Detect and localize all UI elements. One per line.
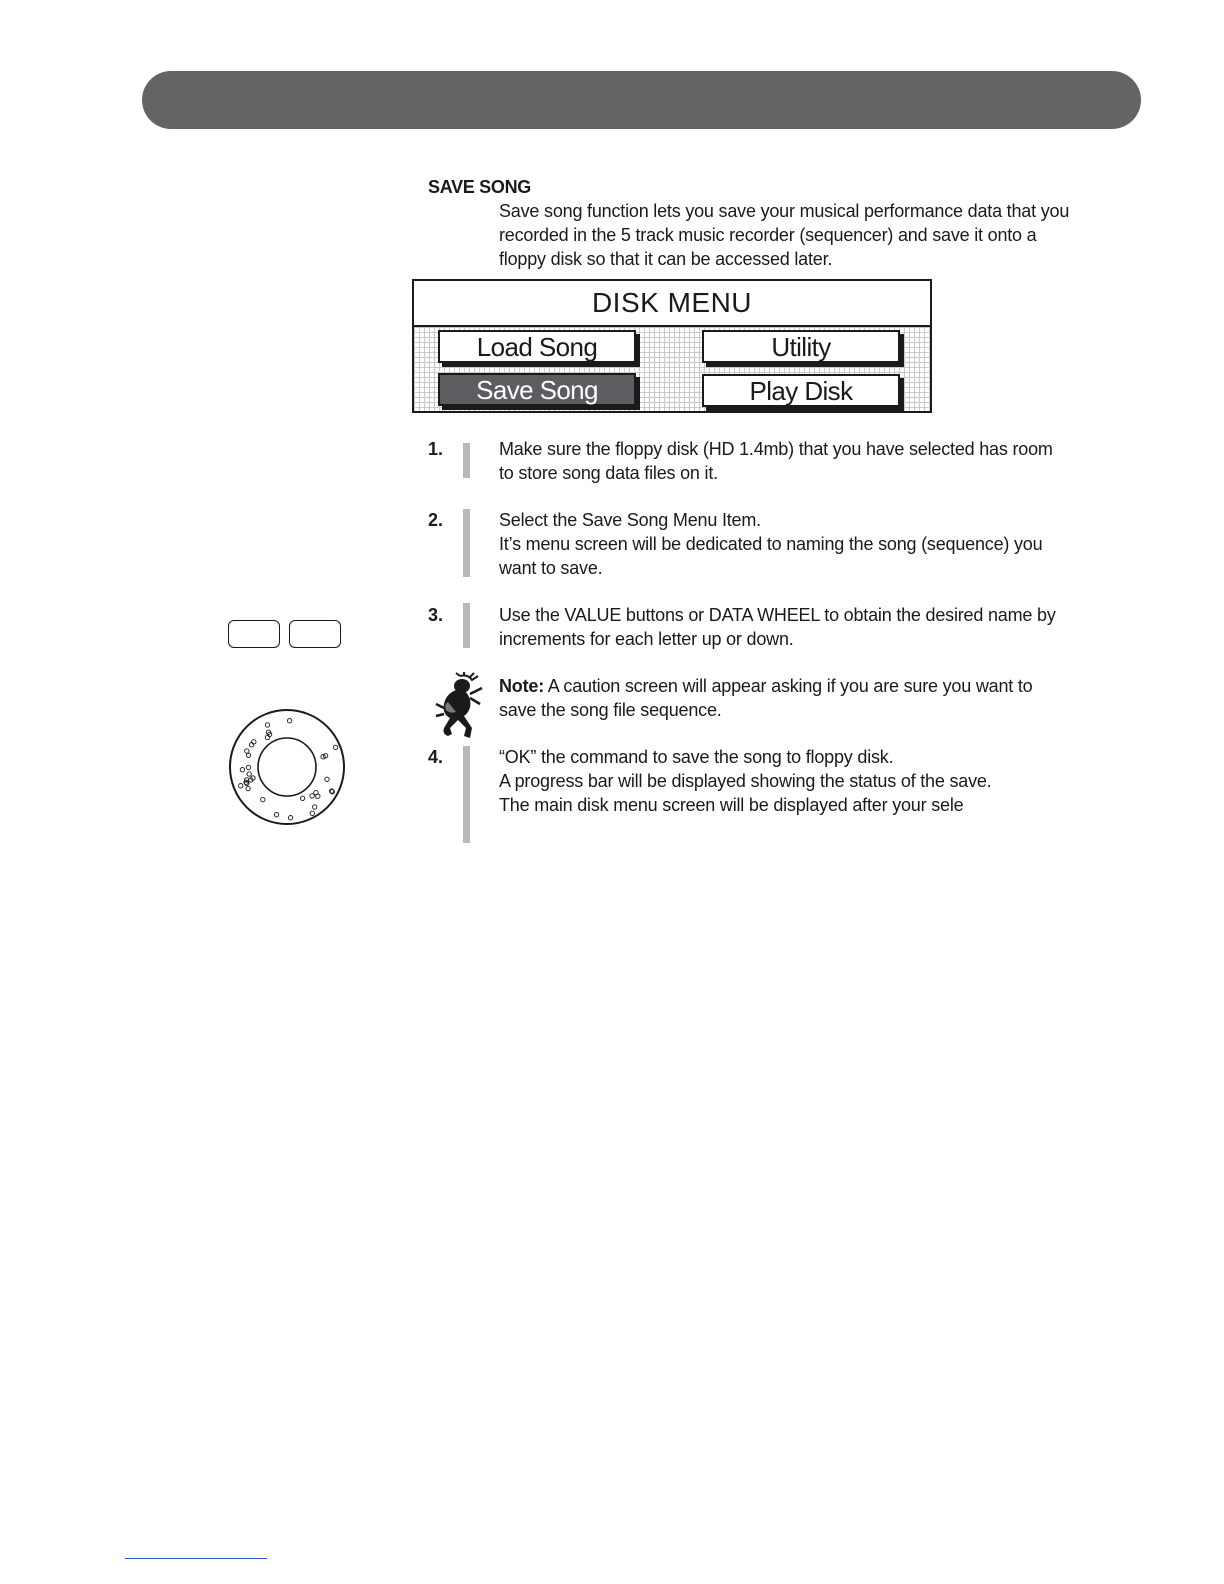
step-line: Select the Save Song Menu Item. xyxy=(499,510,761,530)
step-line: want to save. xyxy=(499,558,603,578)
step-line: to store song data files on it. xyxy=(499,463,718,483)
note-label: Note: xyxy=(499,676,544,696)
value-buttons-icon xyxy=(228,620,344,652)
value-up-button-icon xyxy=(289,620,341,648)
header-bar xyxy=(142,71,1141,129)
note-line-2: save the song file sequence. xyxy=(499,700,722,720)
step-1-text xyxy=(499,437,1129,485)
disk-menu-screen xyxy=(412,279,932,413)
step-3-bar xyxy=(463,603,470,648)
step-2-bar xyxy=(463,509,470,577)
step-line: It’s menu screen will be dedicated to naming the song (sequence) you xyxy=(499,534,1043,554)
step-4-number: 4. xyxy=(428,747,444,767)
step-line: Use the VALUE buttons or DATA WHEEL to obtain the desired name by xyxy=(499,605,1056,625)
step-1-number: 1. xyxy=(428,439,444,459)
step-line: increments for each letter up or down. xyxy=(499,629,794,649)
step-2-number: 2. xyxy=(428,510,444,530)
step-3-text xyxy=(499,603,1129,651)
note-line-1-text: A caution screen will appear asking if you are sure you want to xyxy=(544,676,1033,696)
step-2-text xyxy=(499,508,1129,580)
kokopelli-icon xyxy=(430,672,486,748)
step-line: Make sure the floppy disk (HD 1.4mb) that you have selected has room xyxy=(499,439,1053,459)
footer-link-underline xyxy=(125,1558,267,1559)
step-line: “OK” the command to save the song to floppy disk. xyxy=(499,747,894,767)
step-4-text xyxy=(499,745,1129,817)
menu-item-utility[interactable]: Utility xyxy=(702,330,900,363)
step-4-bar xyxy=(463,746,470,843)
note-line-1 xyxy=(499,674,1129,698)
value-down-button-icon xyxy=(228,620,280,648)
intro-line: Save song function lets you save your musical performance data that you xyxy=(499,201,1070,221)
menu-item-save-song[interactable]: Save Song xyxy=(438,373,636,406)
menu-item-load-song[interactable]: Load Song xyxy=(438,330,636,363)
menu-item-play-disk[interactable]: Play Disk xyxy=(702,374,900,407)
step-line: The main disk menu screen will be displayed after your sele xyxy=(499,795,964,815)
section-title: SAVE SONG xyxy=(428,177,531,197)
intro-line: recorded in the 5 track music recorder (sequencer) and save it onto a xyxy=(499,225,1037,245)
disk-menu-grid xyxy=(414,327,930,411)
step-1-bar xyxy=(463,443,470,478)
intro-paragraph xyxy=(499,199,1139,271)
data-wheel-icon xyxy=(228,708,346,826)
note-text xyxy=(499,674,1129,722)
intro-line: floppy disk so that it can be accessed later. xyxy=(499,249,833,269)
step-3-number: 3. xyxy=(428,605,444,625)
disk-menu-title: DISK MENU xyxy=(414,281,930,327)
step-line: A progress bar will be displayed showing the status of the save. xyxy=(499,771,992,791)
